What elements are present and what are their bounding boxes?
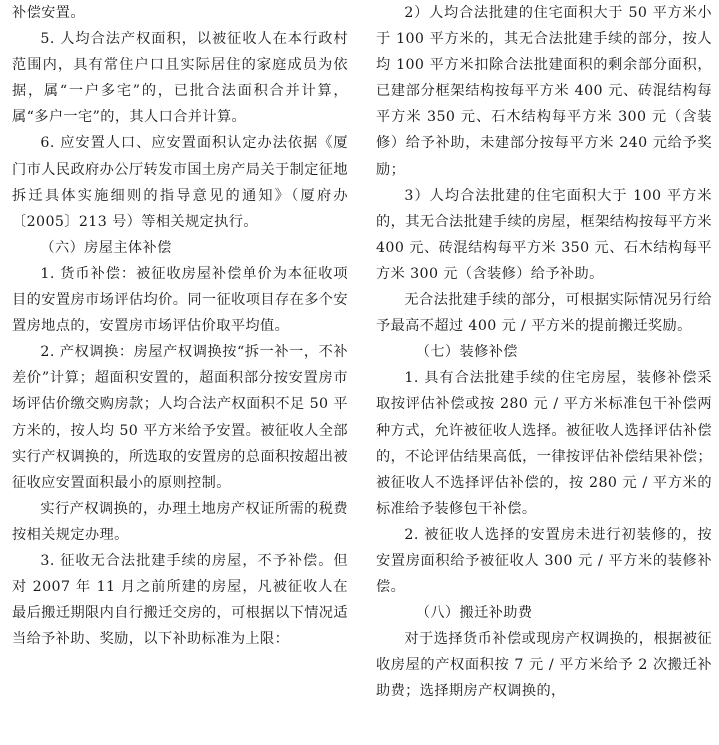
paragraph: 5. 人均合法产权面积，以被征收人在本行政村范围内，具有常住户口且实际居住的家庭成员为依据，属“一户多宅”的，已批合法面积合并计算，属“多户一宅”的，其人口合并计算。 [12,31,348,126]
section-heading: （六）房屋主体补偿 [40,239,172,256]
paragraph: 3. 征收无合法批建手续的房屋，不予补偿。但对 2007 年 11 月之前所建的房屋，凡被征收人在最后搬迁期限内自行搬迁交房的，可根据以下情况适当给予补助、奖励，以下补助标准为上限： [12,552,348,648]
paragraph: 2. 产权调换：房屋产权调换按“拆一补一，不补差价”计算；超面积安置的，超面积部分按安置房市场评估价缴交购房款；人均合法产权面积不足 50 平方米的，按人均 50 平方米给予安置。被征收人全部实行产权调换的，所选取的安置房的总面积按超出被征收应安置面积最小的原则控制。 [12,344,348,491]
paragraph: 补偿安置。 [12,5,85,21]
paragraph: 2）人均合法批建的住宅面积大于 50 平方米小于 100 平方米的，其无合法批建手续的部分，按人均 100 平方米扣除合法批建面积的剩余部分面积，已建部分框架结构按每平方米 400 元、砖混结构每平方米 350 元、石木结构每平方米 300 元（含装修）给予补助，未建部分按每平方米 240 元给予奖励； [376,5,712,178]
paragraph: 1. 具有合法批建手续的住宅房屋，装修补偿采取按评估补偿或按 280 元 / 平方米标准包干补偿两种方式，允许被征收人选择。被征收人选择评估补偿的，不论评估结果高低，一律按评估补偿结果补偿；被征收人不选择评估补偿的，按 280 元 / 平方米的标准给予装修包干补偿。 [376,370,712,517]
paragraph: 无合法批建手续的部分，可根据实际情况另行给予最高不超过 400 元 / 平方米的提前搬迁奖励。 [376,292,712,335]
left-column [12,0,348,652]
section-heading: （七）装修补偿 [415,344,518,361]
paragraph: 1. 货币补偿：被征收房屋补偿单价为本征收项目的安置房市场评估均价。同一征收项目存在多个安置房地点的，安置房市场评估价取平均值。 [12,265,348,335]
section-heading: （八）搬迁补助费 [415,605,533,622]
paragraph: 3）人均合法批建的住宅面积大于 100 平方米的，其无合法批建手续的房屋，框架结构按每平方米 400 元、砖混结构每平方米 350 元、石木结构每平方米 300 元（含装修）给予补助。 [376,187,712,282]
right-column [376,0,712,705]
paragraph: 6. 应安置人口、应安置面积认定办法依据《厦门市人民政府办公厅转发市国土房产局关于制定征地拆迁具体实施细则的指导意见的通知》（厦府办〔2005〕213 号）等相关规定执行。 [12,135,348,230]
paragraph: 实行产权调换的，办理土地房产权证所需的税费按相关规定办理。 [12,500,348,543]
paragraph: 2. 被征收人选择的安置房未进行初装修的，按安置房面积给予被征收人 300 元 / 平方米的装修补偿。 [376,526,712,596]
paragraph: 对于选择货币补偿或现房产权调换的，根据被征收房屋的产权面积按 7 元 / 平方米给予 2 次搬迁补助费；选择期房产权调换的， [376,631,712,700]
